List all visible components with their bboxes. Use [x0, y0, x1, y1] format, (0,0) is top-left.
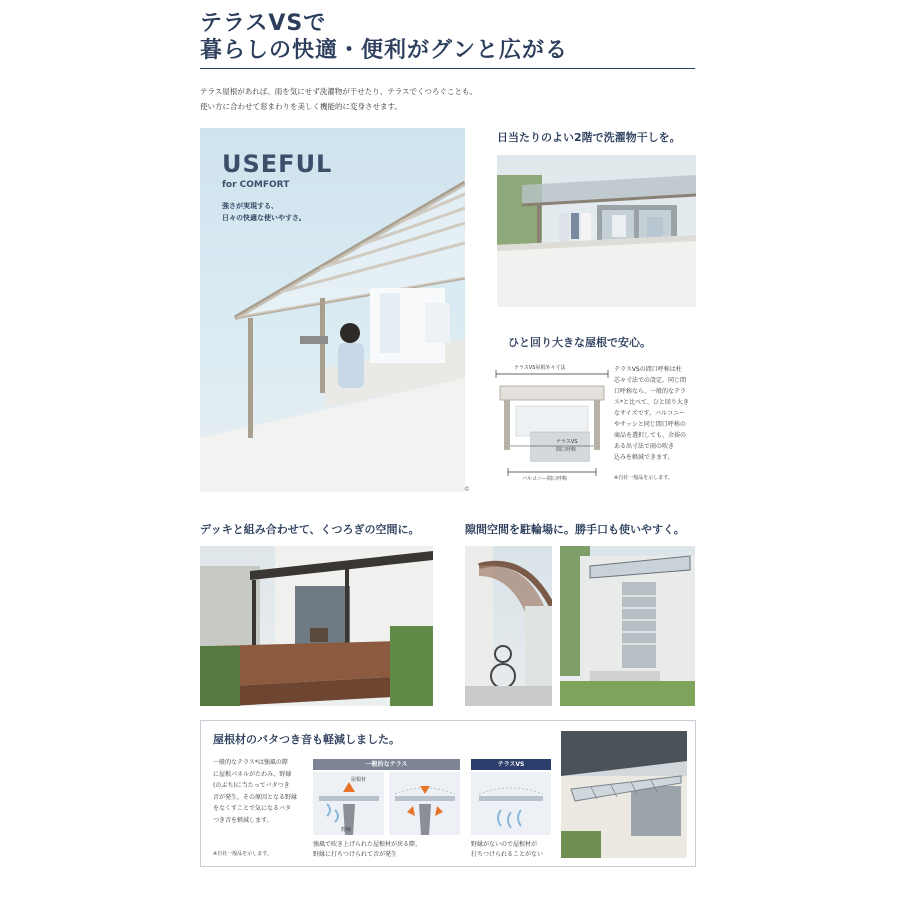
label-terrace-vs: テラスVS [471, 759, 551, 770]
roof-desc-line: やサッシと同じ間口呼称の [614, 421, 686, 428]
vs-panel-drawing [471, 772, 551, 835]
diagram-drawing [494, 362, 610, 486]
header-divider [200, 68, 695, 69]
general-panel-b-drawing [389, 772, 460, 835]
roof-desc-line: ある出寸法で雨の吹き [614, 443, 675, 450]
hero-heading: USEFUL [222, 150, 333, 178]
noise-desc-line: つき音を軽減します。 [213, 816, 273, 824]
photo-back-door [560, 546, 695, 706]
hero-tagline-line1: 強さが実現する、 [222, 202, 278, 210]
diagram-label-outer-size: テラスVS屋根外々寸法 [514, 365, 566, 371]
comparison-panel-general-b [389, 772, 460, 835]
laundry-illustration [497, 155, 696, 307]
footnote-noise: ※自社一般品を示します。 [213, 851, 272, 857]
roof-photo-illustration [561, 731, 687, 858]
roof-desc-line: なサイズです。バルコニー [614, 410, 686, 417]
comparison-panel-vs [471, 772, 551, 835]
roof-desc-line: 口呼称なら、一般的なテラ [614, 388, 687, 395]
noise-desc-line: をなくすことで気になるバタ [213, 805, 292, 812]
roof-size-description [614, 364, 696, 463]
label-roof-material: 屋根材 [351, 777, 367, 783]
deck-illustration [200, 546, 433, 706]
section-heading-bike: 隙間空間を駐輪場に。勝手口も使いやすく。 [465, 523, 685, 536]
intro-text-line1: テラス屋根があれば、雨を気にせず洗濯物が干せたり、テラスでくつろぐことも。 [200, 87, 478, 96]
label-nobuchi: 野縁 [341, 827, 352, 833]
section-heading-laundry: 日当たりのよい2階で洗濯物干しを。 [497, 131, 681, 144]
comparison-panel-general-a [313, 772, 384, 835]
footnote-roof-size: ※自社一般品を示します。 [614, 475, 673, 481]
hero-subheading: for COMFORT [222, 180, 290, 190]
label-general-terrace: 一般的なテラス [313, 759, 460, 770]
hero-tagline-line2: 日々の快適な使いやすさ。 [222, 214, 306, 222]
page-title-line2: 暮らしの快適・便利がグンと広がる [200, 38, 569, 63]
noise-desc-line: (のぶち)に当たってバタつき [213, 782, 290, 789]
roof-desc-line: 込みを軽減できます。 [614, 454, 674, 461]
hero-image-terrace [200, 128, 465, 492]
photo-bike-parking [465, 546, 552, 706]
photo-terrace-roof [561, 731, 687, 858]
noise-desc-line: 一般的なテラス*は強風の際 [213, 759, 288, 766]
section-heading-roof-size: ひと回り大きな屋根で安心。 [508, 336, 651, 349]
section-heading-deck: デッキと組み合わせて、くつろぎの空間に。 [200, 523, 420, 536]
page-title-line1: テラスVSで [200, 11, 327, 36]
door-illustration [560, 546, 695, 706]
caption-general-line1: 強風で吹き上げられた屋根材が戻る際、 [313, 841, 422, 848]
caption-general-line2: 野縁に打ちつけられて音が発生 [313, 851, 397, 858]
roof-desc-line: 芯々寸法での設定。同じ間 [614, 377, 687, 384]
noise-desc-line: に屋根パネルがたわみ、野縁 [213, 770, 292, 778]
roof-desc-line: テラスVSの間口呼称は柱 [614, 366, 682, 373]
diagram-label-frontage: 間口呼称 [556, 447, 577, 453]
roof-desc-line: ス*と比べて、ひと回り大き [614, 399, 689, 406]
diagram-label-balcony: バルコニー間口呼称 [522, 476, 568, 482]
section-heading-noise: 屋根材のバタつき音も軽減しました。 [213, 733, 400, 746]
diagram-label-vs: テラスVS [556, 439, 578, 445]
intro-text-line2: 使い方に合わせて窓まわりを美しく機能的に変身させます。 [200, 102, 402, 111]
roof-size-diagram [494, 362, 610, 486]
copyright-mark: © [464, 486, 470, 493]
roof-desc-line: 商品を選択しても、余裕の [614, 432, 687, 439]
caption-vs-line1: 野縁がないので屋根材が [471, 841, 538, 848]
bike-illustration [465, 546, 552, 706]
photo-deck-terrace [200, 546, 433, 706]
caption-vs-line2: 打ちつけられることがない [471, 851, 543, 858]
noise-desc-line: 音が発生。その原因となる野縁 [213, 793, 298, 801]
noise-reduction-box [200, 720, 696, 867]
photo-laundry-balcony [497, 155, 696, 307]
noise-description [213, 757, 313, 826]
